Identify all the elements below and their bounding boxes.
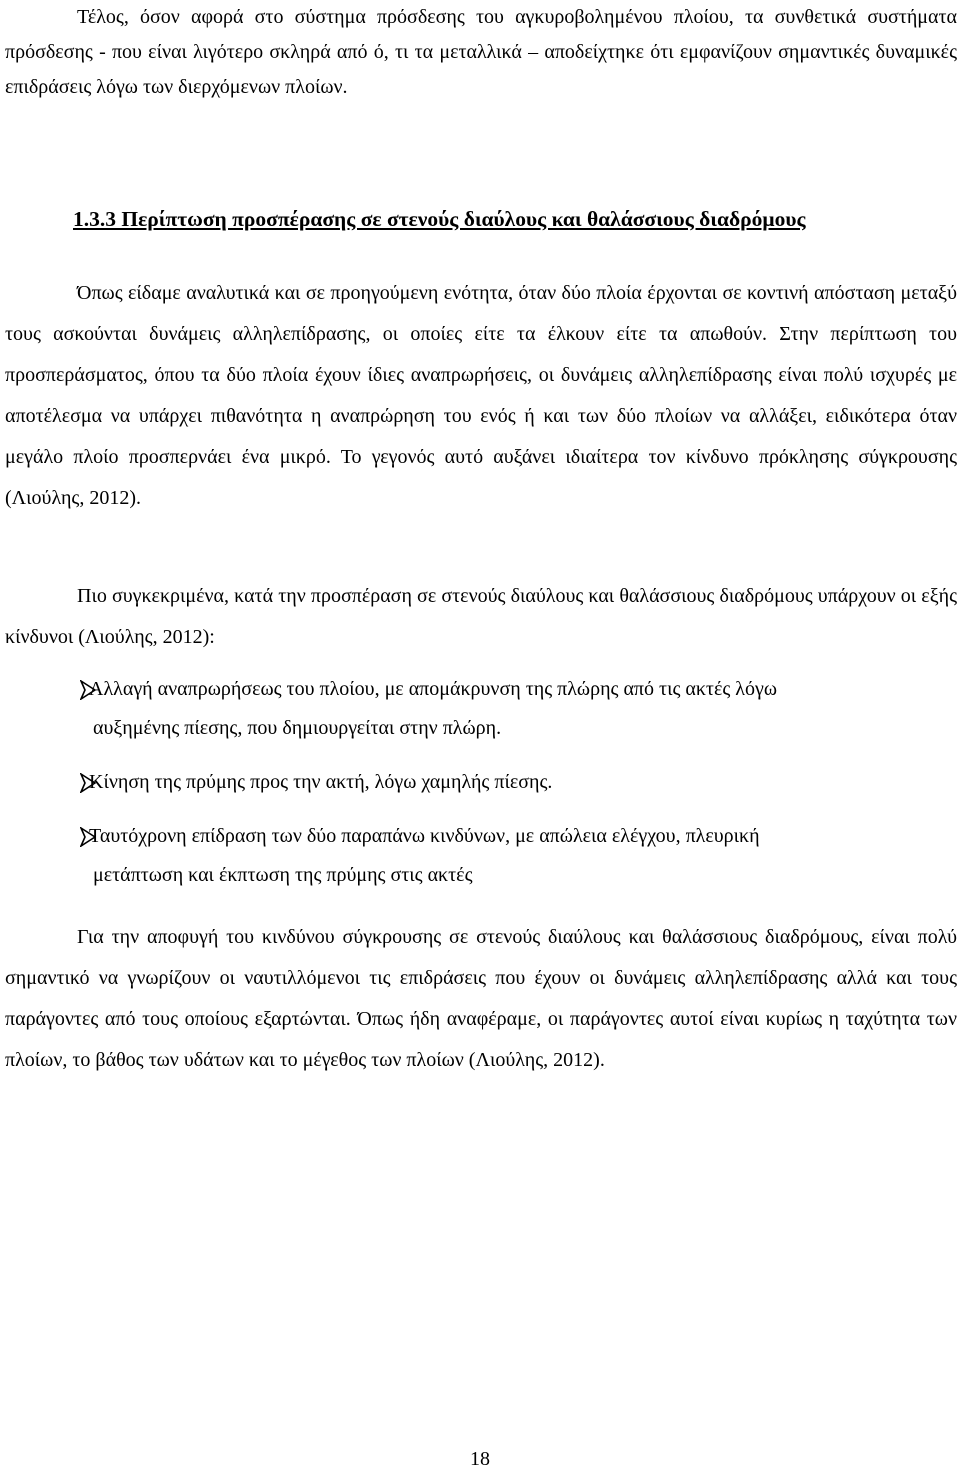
list-item-line: αυξημένης πίεσης, που δημιουργείται στην πλώρη.	[93, 717, 502, 739]
list-item-line: Ταυτόχρονη επίδραση των δύο παραπάνω κινδύνων, με απώλεια ελέγχου, πλευρική	[89, 825, 760, 847]
section-heading: 1.3.3 Περίπτωση προσπέρασης σε στενούς διαύλους και θαλάσσιους διαδρόμους	[73, 207, 806, 231]
list-item	[5, 670, 957, 748]
main-paragraph: Όπως είδαμε αναλυτικά και σε προηγούμενη ενότητα, όταν δύο πλοία έρχονται σε κοντινή απόσταση μεταξύ τους ασκούνται δυνάμεις αλληλεπίδρασης, οι οποίες είτε τα έλκουν είτε τα απωθούν. Στην περίπτωση του προσπεράσματος, όπου τα δύο πλοία έχουν ίδιες αναπρωρήσεις, οι δυνάμεις αλληλεπίδρασης είναι πολύ ισχυρές με αποτέλεσμα να υπάρχει πιθανότητα η αναπρώρηση του ενός ή και των δύο πλοίων να αλλάξει, ειδικότερα όταν μεγάλο πλοίο προσπερνάει ένα μικρό. Το γεγονός αυτό αυξάνει ιδιαίτερα τον κίνδυνο πρόκλησης σύγκρουσης (Λιούλης, 2012).	[5, 282, 957, 509]
arrowhead-bullet-icon	[80, 773, 96, 793]
list-item-line: Αλλαγή αναπρωρήσεως του πλοίου, με απομάκρυνση της πλώρης από τις ακτές λόγω	[89, 678, 777, 700]
list-item-line: μετάπτωση και έκπτωση της πρύμης στις ακτές	[93, 864, 473, 886]
arrowhead-bullet-icon	[80, 827, 96, 847]
arrowhead-bullet-icon	[80, 680, 96, 700]
intro-paragraph: Τέλος, όσον αφορά στο σύστημα πρόσδεσης του αγκυροβολημένου πλοίου, τα συνθετικά συστήματα πρόσδεσης - που είναι λιγότερο σκληρά από ό, τι τα μεταλλικά – αποδείχτηκε ότι εμφανίζουν σημαντικές δυναμικές επιδράσεις λόγω των διερχόμενων πλοίων.	[5, 6, 957, 98]
risks-list	[5, 670, 957, 895]
list-item-line: Κίνηση της πρύμης προς την ακτή, λόγω χαμηλής πίεσης.	[89, 771, 553, 793]
final-paragraph: Για την αποφυγή του κινδύνου σύγκρουσης σε στενούς διαύλους και θαλάσσιους διαδρόμους, είναι πολύ σημαντικό να γνωρίζουν οι ναυτιλλόμενοι τις επιδράσεις που έχουν οι δυνάμεις αλληλεπίδρασης αλλά και τους παράγοντες από τους οποίους εξαρτώνται. Όπως ήδη αναφέραμε, οι παράγοντες αυτοί είναι κυρίως η ταχύτητα των πλοίων, το βάθος των υδάτων και το μέγεθος των πλοίων (Λιούλης, 2012).	[5, 926, 957, 1071]
page-number: 18	[470, 1448, 490, 1470]
risks-intro-paragraph: Πιο συγκεκριμένα, κατά την προσπέραση σε στενούς διαύλους και θαλάσσιους διαδρόμους υπάρχουν οι εξής κίνδυνοι (Λιούλης, 2012):	[5, 585, 957, 648]
list-item	[5, 763, 957, 802]
list-item	[5, 817, 957, 895]
